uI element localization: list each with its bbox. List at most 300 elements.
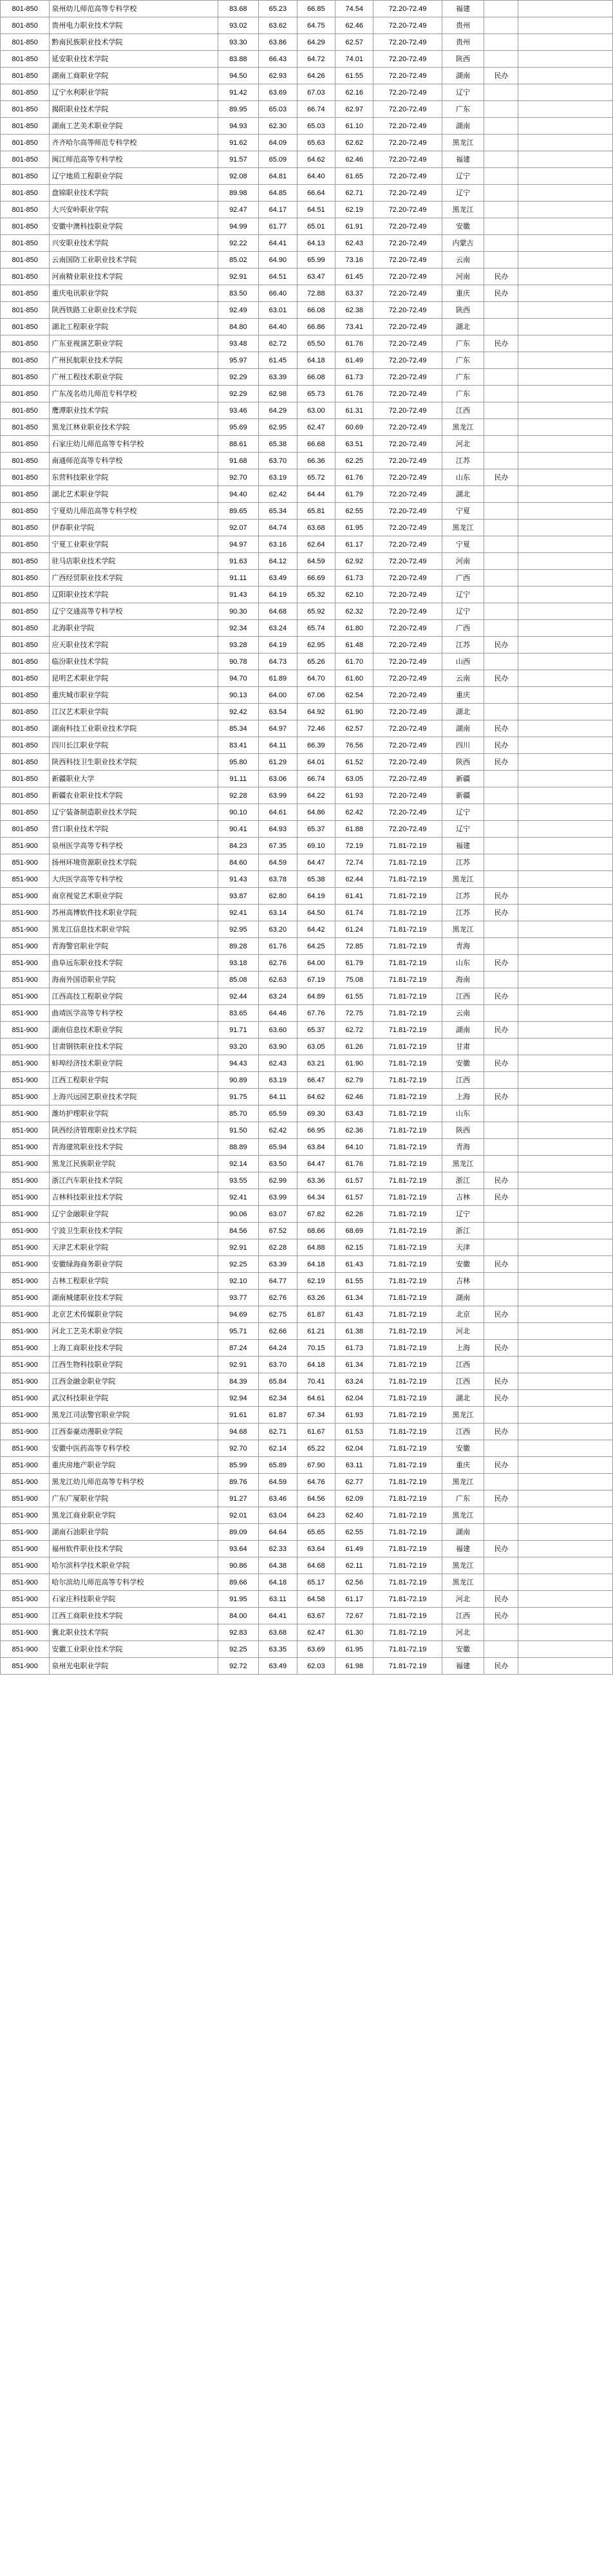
school-name-cell: 湖北艺术职业学院 xyxy=(50,486,218,503)
table-row xyxy=(1,51,613,68)
row-padding-cell xyxy=(518,1005,613,1022)
row-padding-cell xyxy=(518,135,613,151)
sub-score-2-cell: 65.72 xyxy=(297,469,335,486)
table-row xyxy=(1,637,613,653)
score-range-cell: 72.20-72.49 xyxy=(373,453,442,469)
province-cell: 新疆 xyxy=(442,771,484,787)
sub-score-3-cell: 62.79 xyxy=(335,1072,373,1089)
school-name-cell: 黑龙江民族职业学院 xyxy=(50,1156,218,1172)
score-range-cell: 72.20-72.49 xyxy=(373,185,442,202)
row-padding-cell xyxy=(518,252,613,268)
sub-score-1-cell: 62.28 xyxy=(259,1239,297,1256)
rank-range-cell: 851-900 xyxy=(1,988,50,1005)
score-range-cell: 72.20-72.49 xyxy=(373,285,442,302)
total-score-cell: 89.95 xyxy=(218,101,259,118)
table-row xyxy=(1,386,613,402)
score-range-cell: 71.81-72.19 xyxy=(373,1055,442,1072)
province-cell: 福建 xyxy=(442,1658,484,1675)
sub-score-2-cell: 64.42 xyxy=(297,921,335,938)
score-range-cell: 71.81-72.19 xyxy=(373,1039,442,1055)
school-name-cell: 湖南城建职业技术学院 xyxy=(50,1290,218,1306)
score-range-cell: 72.20-72.49 xyxy=(373,771,442,787)
sub-score-1-cell: 63.86 xyxy=(259,34,297,51)
school-type-cell xyxy=(484,938,518,955)
school-name-cell: 临汾职业技术学院 xyxy=(50,653,218,670)
school-name-cell: 江西泰豪动漫职业学院 xyxy=(50,1424,218,1440)
sub-score-1-cell: 64.17 xyxy=(259,202,297,218)
table-row xyxy=(1,1139,613,1156)
row-padding-cell xyxy=(518,1139,613,1156)
sub-score-3-cell: 61.43 xyxy=(335,1256,373,1273)
ranking-table-body xyxy=(1,1,613,1675)
sub-score-1-cell: 64.73 xyxy=(259,653,297,670)
sub-score-3-cell: 62.32 xyxy=(335,603,373,620)
school-name-cell: 安徽中医药高等专科学校 xyxy=(50,1440,218,1457)
school-type-cell: 民办 xyxy=(484,1457,518,1474)
total-score-cell: 84.56 xyxy=(218,1223,259,1239)
sub-score-3-cell: 61.76 xyxy=(335,335,373,352)
sub-score-3-cell: 61.57 xyxy=(335,1189,373,1206)
sub-score-1-cell: 62.76 xyxy=(259,955,297,972)
sub-score-3-cell: 61.73 xyxy=(335,570,373,587)
school-type-cell: 民办 xyxy=(484,988,518,1005)
sub-score-2-cell: 61.87 xyxy=(297,1306,335,1323)
sub-score-2-cell: 67.34 xyxy=(297,1407,335,1424)
row-padding-cell xyxy=(518,1206,613,1223)
total-score-cell: 95.80 xyxy=(218,754,259,771)
table-row xyxy=(1,1591,613,1608)
sub-score-1-cell: 62.42 xyxy=(259,486,297,503)
school-name-cell: 蚌埠经济技术职业学院 xyxy=(50,1055,218,1072)
school-name-cell: 齐齐哈尔高等师范专科学校 xyxy=(50,135,218,151)
school-name-cell: 营口职业技术学院 xyxy=(50,821,218,838)
province-cell: 云南 xyxy=(442,252,484,268)
province-cell: 江苏 xyxy=(442,854,484,871)
row-padding-cell xyxy=(518,1440,613,1457)
province-cell: 江西 xyxy=(442,1608,484,1624)
sub-score-2-cell: 67.90 xyxy=(297,1457,335,1474)
total-score-cell: 91.71 xyxy=(218,1022,259,1039)
rank-range-cell: 801-850 xyxy=(1,118,50,135)
rank-range-cell: 851-900 xyxy=(1,905,50,921)
school-name-cell: 辽宁装备制造职业技术学院 xyxy=(50,804,218,821)
total-score-cell: 93.77 xyxy=(218,1290,259,1306)
table-row xyxy=(1,1223,613,1239)
school-type-cell xyxy=(484,1557,518,1574)
school-name-cell: 黑龙江司法警官职业学院 xyxy=(50,1407,218,1424)
row-padding-cell xyxy=(518,168,613,185)
row-padding-cell xyxy=(518,871,613,888)
total-score-cell: 83.88 xyxy=(218,51,259,68)
province-cell: 江苏 xyxy=(442,637,484,653)
sub-score-2-cell: 64.44 xyxy=(297,486,335,503)
school-name-cell: 辽阳职业技术学院 xyxy=(50,587,218,603)
row-padding-cell xyxy=(518,1574,613,1591)
rank-range-cell: 851-900 xyxy=(1,1591,50,1608)
sub-score-2-cell: 68.66 xyxy=(297,1223,335,1239)
rank-range-cell: 801-850 xyxy=(1,352,50,369)
school-type-cell xyxy=(484,84,518,101)
row-padding-cell xyxy=(518,1524,613,1541)
school-type-cell xyxy=(484,1206,518,1223)
rank-range-cell: 851-900 xyxy=(1,1340,50,1357)
province-cell: 陕西 xyxy=(442,302,484,319)
school-name-cell: 盘锦职业技术学院 xyxy=(50,185,218,202)
province-cell: 河北 xyxy=(442,1591,484,1608)
school-name-cell: 昆明艺术职业学院 xyxy=(50,670,218,687)
sub-score-3-cell: 68.69 xyxy=(335,1223,373,1239)
sub-score-2-cell: 63.84 xyxy=(297,1139,335,1156)
sub-score-3-cell: 61.76 xyxy=(335,386,373,402)
sub-score-1-cell: 64.19 xyxy=(259,637,297,653)
table-row xyxy=(1,235,613,252)
row-padding-cell xyxy=(518,1323,613,1340)
table-row xyxy=(1,1323,613,1340)
school-type-cell: 民办 xyxy=(484,1256,518,1273)
province-cell: 黑龙江 xyxy=(442,1407,484,1424)
province-cell: 甘肃 xyxy=(442,1039,484,1055)
rank-range-cell: 801-850 xyxy=(1,737,50,754)
table-row xyxy=(1,503,613,520)
sub-score-1-cell: 63.62 xyxy=(259,17,297,34)
school-name-cell: 闽江师范高等专科学校 xyxy=(50,151,218,168)
sub-score-3-cell: 61.48 xyxy=(335,637,373,653)
sub-score-2-cell: 64.29 xyxy=(297,34,335,51)
sub-score-2-cell: 66.74 xyxy=(297,101,335,118)
school-name-cell: 广州工程技术职业学院 xyxy=(50,369,218,386)
province-cell: 湖北 xyxy=(442,486,484,503)
school-type-cell xyxy=(484,1524,518,1541)
sub-score-1-cell: 62.71 xyxy=(259,1424,297,1440)
school-name-cell: 宁夏幼儿师范高等专科学校 xyxy=(50,503,218,520)
total-score-cell: 92.91 xyxy=(218,1357,259,1373)
school-name-cell: 黔南民族职业技术学院 xyxy=(50,34,218,51)
sub-score-1-cell: 63.49 xyxy=(259,570,297,587)
sub-score-2-cell: 64.13 xyxy=(297,235,335,252)
score-range-cell: 72.20-72.49 xyxy=(373,520,442,536)
sub-score-3-cell: 62.36 xyxy=(335,1122,373,1139)
rank-range-cell: 851-900 xyxy=(1,972,50,988)
score-range-cell: 72.20-72.49 xyxy=(373,637,442,653)
school-type-cell: 民办 xyxy=(484,1306,518,1323)
rank-range-cell: 801-850 xyxy=(1,402,50,419)
province-cell: 辽宁 xyxy=(442,168,484,185)
school-type-cell xyxy=(484,135,518,151)
score-range-cell: 71.81-72.19 xyxy=(373,972,442,988)
sub-score-2-cell: 64.25 xyxy=(297,938,335,955)
total-score-cell: 94.70 xyxy=(218,670,259,687)
school-name-cell: 重庆城市职业学院 xyxy=(50,687,218,704)
province-cell: 黑龙江 xyxy=(442,202,484,218)
total-score-cell: 90.10 xyxy=(218,804,259,821)
sub-score-3-cell: 73.16 xyxy=(335,252,373,268)
row-padding-cell xyxy=(518,787,613,804)
table-row xyxy=(1,135,613,151)
rank-range-cell: 851-900 xyxy=(1,1507,50,1524)
sub-score-1-cell: 64.38 xyxy=(259,1557,297,1574)
sub-score-3-cell: 62.04 xyxy=(335,1440,373,1457)
school-name-cell: 陕西铁路工业职业技术学院 xyxy=(50,302,218,319)
province-cell: 内蒙古 xyxy=(442,235,484,252)
sub-score-2-cell: 67.06 xyxy=(297,687,335,704)
score-range-cell: 71.81-72.19 xyxy=(373,1658,442,1675)
sub-score-1-cell: 62.63 xyxy=(259,972,297,988)
sub-score-3-cell: 63.24 xyxy=(335,1373,373,1390)
table-row xyxy=(1,520,613,536)
school-name-cell: 上海兴远园艺职业技术学院 xyxy=(50,1089,218,1105)
table-row xyxy=(1,988,613,1005)
school-name-cell: 河北工艺美术职业学院 xyxy=(50,1323,218,1340)
score-range-cell: 71.81-72.19 xyxy=(373,1273,442,1290)
province-cell: 广东 xyxy=(442,352,484,369)
table-row xyxy=(1,252,613,268)
rank-range-cell: 851-900 xyxy=(1,1022,50,1039)
total-score-cell: 91.11 xyxy=(218,570,259,587)
total-score-cell: 91.68 xyxy=(218,453,259,469)
sub-score-2-cell: 65.50 xyxy=(297,335,335,352)
rank-range-cell: 851-900 xyxy=(1,1005,50,1022)
province-cell: 青海 xyxy=(442,938,484,955)
table-row xyxy=(1,185,613,202)
province-cell: 黑龙江 xyxy=(442,921,484,938)
table-row xyxy=(1,1039,613,1055)
row-padding-cell xyxy=(518,1624,613,1641)
school-type-cell: 民办 xyxy=(484,1172,518,1189)
sub-score-2-cell: 62.64 xyxy=(297,536,335,553)
row-padding-cell xyxy=(518,1407,613,1424)
sub-score-3-cell: 61.31 xyxy=(335,402,373,419)
sub-score-1-cell: 64.11 xyxy=(259,1089,297,1105)
province-cell: 天津 xyxy=(442,1239,484,1256)
province-cell: 山东 xyxy=(442,469,484,486)
rank-range-cell: 851-900 xyxy=(1,1624,50,1641)
row-padding-cell xyxy=(518,670,613,687)
total-score-cell: 90.06 xyxy=(218,1206,259,1223)
sub-score-1-cell: 63.60 xyxy=(259,1022,297,1039)
row-padding-cell xyxy=(518,754,613,771)
province-cell: 黑龙江 xyxy=(442,1156,484,1172)
row-padding-cell xyxy=(518,68,613,84)
row-padding-cell xyxy=(518,1089,613,1105)
row-padding-cell xyxy=(518,486,613,503)
rank-range-cell: 801-850 xyxy=(1,151,50,168)
rank-range-cell: 801-850 xyxy=(1,202,50,218)
total-score-cell: 91.50 xyxy=(218,1122,259,1139)
row-padding-cell xyxy=(518,1306,613,1323)
sub-score-2-cell: 64.18 xyxy=(297,1256,335,1273)
sub-score-2-cell: 66.39 xyxy=(297,737,335,754)
total-score-cell: 89.66 xyxy=(218,1574,259,1591)
row-padding-cell xyxy=(518,704,613,720)
school-type-cell xyxy=(484,436,518,453)
total-score-cell: 94.43 xyxy=(218,1055,259,1072)
sub-score-2-cell: 65.92 xyxy=(297,603,335,620)
sub-score-2-cell: 67.82 xyxy=(297,1206,335,1223)
row-padding-cell xyxy=(518,938,613,955)
rank-range-cell: 801-850 xyxy=(1,453,50,469)
school-type-cell xyxy=(484,486,518,503)
school-name-cell: 陕西经济管理职业技术学院 xyxy=(50,1122,218,1139)
table-row xyxy=(1,1440,613,1457)
table-row xyxy=(1,1624,613,1641)
score-range-cell: 71.81-72.19 xyxy=(373,1457,442,1474)
row-padding-cell xyxy=(518,1557,613,1574)
province-cell: 湖北 xyxy=(442,319,484,335)
rank-range-cell: 851-900 xyxy=(1,1189,50,1206)
sub-score-2-cell: 64.62 xyxy=(297,1089,335,1105)
row-padding-cell xyxy=(518,553,613,570)
total-score-cell: 90.13 xyxy=(218,687,259,704)
province-cell: 江西 xyxy=(442,1357,484,1373)
row-padding-cell xyxy=(518,921,613,938)
row-padding-cell xyxy=(518,888,613,905)
rank-range-cell: 851-900 xyxy=(1,871,50,888)
province-cell: 安徽 xyxy=(442,218,484,235)
sub-score-2-cell: 64.00 xyxy=(297,955,335,972)
sub-score-1-cell: 62.42 xyxy=(259,1122,297,1139)
rank-range-cell: 851-900 xyxy=(1,1039,50,1055)
school-name-cell: 辽宁金融职业学院 xyxy=(50,1206,218,1223)
row-padding-cell xyxy=(518,1122,613,1139)
total-score-cell: 85.70 xyxy=(218,1105,259,1122)
total-score-cell: 90.30 xyxy=(218,603,259,620)
school-name-cell: 江西金融金职业学院 xyxy=(50,1373,218,1390)
sub-score-3-cell: 62.40 xyxy=(335,1507,373,1524)
sub-score-2-cell: 65.01 xyxy=(297,218,335,235)
sub-score-2-cell: 64.75 xyxy=(297,17,335,34)
score-range-cell: 72.20-72.49 xyxy=(373,1,442,17)
total-score-cell: 89.09 xyxy=(218,1524,259,1541)
sub-score-3-cell: 61.74 xyxy=(335,905,373,921)
province-cell: 辽宁 xyxy=(442,804,484,821)
school-name-cell: 泉州医学高等专科学校 xyxy=(50,838,218,854)
school-type-cell: 民办 xyxy=(484,1541,518,1557)
table-row xyxy=(1,1156,613,1172)
sub-score-3-cell: 61.93 xyxy=(335,787,373,804)
table-row xyxy=(1,34,613,51)
school-name-cell: 泉州幼儿师范高等专科学校 xyxy=(50,1,218,17)
rank-range-cell: 851-900 xyxy=(1,1105,50,1122)
province-cell: 黑龙江 xyxy=(442,1574,484,1591)
sub-score-1-cell: 64.19 xyxy=(259,587,297,603)
row-padding-cell xyxy=(518,369,613,386)
sub-score-1-cell: 64.12 xyxy=(259,553,297,570)
sub-score-2-cell: 64.70 xyxy=(297,670,335,687)
total-score-cell: 94.69 xyxy=(218,1306,259,1323)
province-cell: 湖南 xyxy=(442,118,484,135)
total-score-cell: 92.10 xyxy=(218,1273,259,1290)
score-range-cell: 72.20-72.49 xyxy=(373,402,442,419)
rank-range-cell: 801-850 xyxy=(1,386,50,402)
table-row xyxy=(1,369,613,386)
school-name-cell: 湖南信息技术职业学院 xyxy=(50,1022,218,1039)
sub-score-1-cell: 63.16 xyxy=(259,536,297,553)
score-range-cell: 72.20-72.49 xyxy=(373,17,442,34)
table-row xyxy=(1,1005,613,1022)
sub-score-1-cell: 63.04 xyxy=(259,1507,297,1524)
rank-range-cell: 801-850 xyxy=(1,486,50,503)
school-name-cell: 宁夏工业职业学院 xyxy=(50,536,218,553)
sub-score-3-cell: 61.79 xyxy=(335,955,373,972)
table-row xyxy=(1,436,613,453)
row-padding-cell xyxy=(518,1,613,17)
sub-score-2-cell: 64.86 xyxy=(297,804,335,821)
table-row xyxy=(1,17,613,34)
row-padding-cell xyxy=(518,17,613,34)
sub-score-2-cell: 62.47 xyxy=(297,1624,335,1641)
sub-score-1-cell: 64.41 xyxy=(259,1608,297,1624)
rank-range-cell: 851-900 xyxy=(1,1658,50,1675)
sub-score-2-cell: 67.19 xyxy=(297,972,335,988)
school-name-cell: 揭阳职业技术学院 xyxy=(50,101,218,118)
sub-score-3-cell: 63.37 xyxy=(335,285,373,302)
sub-score-3-cell: 61.38 xyxy=(335,1323,373,1340)
rank-range-cell: 801-850 xyxy=(1,68,50,84)
sub-score-2-cell: 62.03 xyxy=(297,1658,335,1675)
school-type-cell xyxy=(484,319,518,335)
sub-score-1-cell: 64.09 xyxy=(259,135,297,151)
row-padding-cell xyxy=(518,436,613,453)
table-row xyxy=(1,319,613,335)
sub-score-2-cell: 65.65 xyxy=(297,1524,335,1541)
school-name-cell: 吉林工程职业学院 xyxy=(50,1273,218,1290)
sub-score-3-cell: 72.74 xyxy=(335,854,373,871)
sub-score-3-cell: 62.09 xyxy=(335,1490,373,1507)
sub-score-2-cell: 65.73 xyxy=(297,386,335,402)
rank-range-cell: 851-900 xyxy=(1,921,50,938)
school-name-cell: 黑龙江信息技术职业学院 xyxy=(50,921,218,938)
total-score-cell: 94.40 xyxy=(218,486,259,503)
province-cell: 广东 xyxy=(442,1490,484,1507)
sub-score-1-cell: 65.38 xyxy=(259,436,297,453)
row-padding-cell xyxy=(518,453,613,469)
sub-score-1-cell: 63.01 xyxy=(259,302,297,319)
province-cell: 辽宁 xyxy=(442,587,484,603)
score-range-cell: 72.20-72.49 xyxy=(373,369,442,386)
sub-score-3-cell: 61.17 xyxy=(335,536,373,553)
row-padding-cell xyxy=(518,1290,613,1306)
score-range-cell: 72.20-72.49 xyxy=(373,335,442,352)
row-padding-cell xyxy=(518,720,613,737)
school-type-cell xyxy=(484,520,518,536)
sub-score-1-cell: 63.39 xyxy=(259,1256,297,1273)
sub-score-1-cell: 64.40 xyxy=(259,319,297,335)
school-name-cell: 大兴安岭职业学院 xyxy=(50,202,218,218)
score-range-cell: 71.81-72.19 xyxy=(373,1440,442,1457)
sub-score-1-cell: 64.81 xyxy=(259,168,297,185)
school-type-cell xyxy=(484,419,518,436)
total-score-cell: 85.08 xyxy=(218,972,259,988)
school-name-cell: 广西经贸职业技术学院 xyxy=(50,570,218,587)
sub-score-3-cell: 61.79 xyxy=(335,486,373,503)
table-row xyxy=(1,1256,613,1273)
total-score-cell: 92.08 xyxy=(218,168,259,185)
rank-range-cell: 801-850 xyxy=(1,268,50,285)
row-padding-cell xyxy=(518,1373,613,1390)
score-range-cell: 72.20-72.49 xyxy=(373,570,442,587)
school-type-cell xyxy=(484,536,518,553)
province-cell: 黑龙江 xyxy=(442,1507,484,1524)
score-range-cell: 71.81-72.19 xyxy=(373,1005,442,1022)
rank-range-cell: 801-850 xyxy=(1,754,50,771)
row-padding-cell xyxy=(518,1340,613,1357)
province-cell: 江苏 xyxy=(442,888,484,905)
row-padding-cell xyxy=(518,402,613,419)
sub-score-2-cell: 63.36 xyxy=(297,1172,335,1189)
table-row xyxy=(1,653,613,670)
score-range-cell: 72.20-72.49 xyxy=(373,202,442,218)
sub-score-3-cell: 72.75 xyxy=(335,1005,373,1022)
